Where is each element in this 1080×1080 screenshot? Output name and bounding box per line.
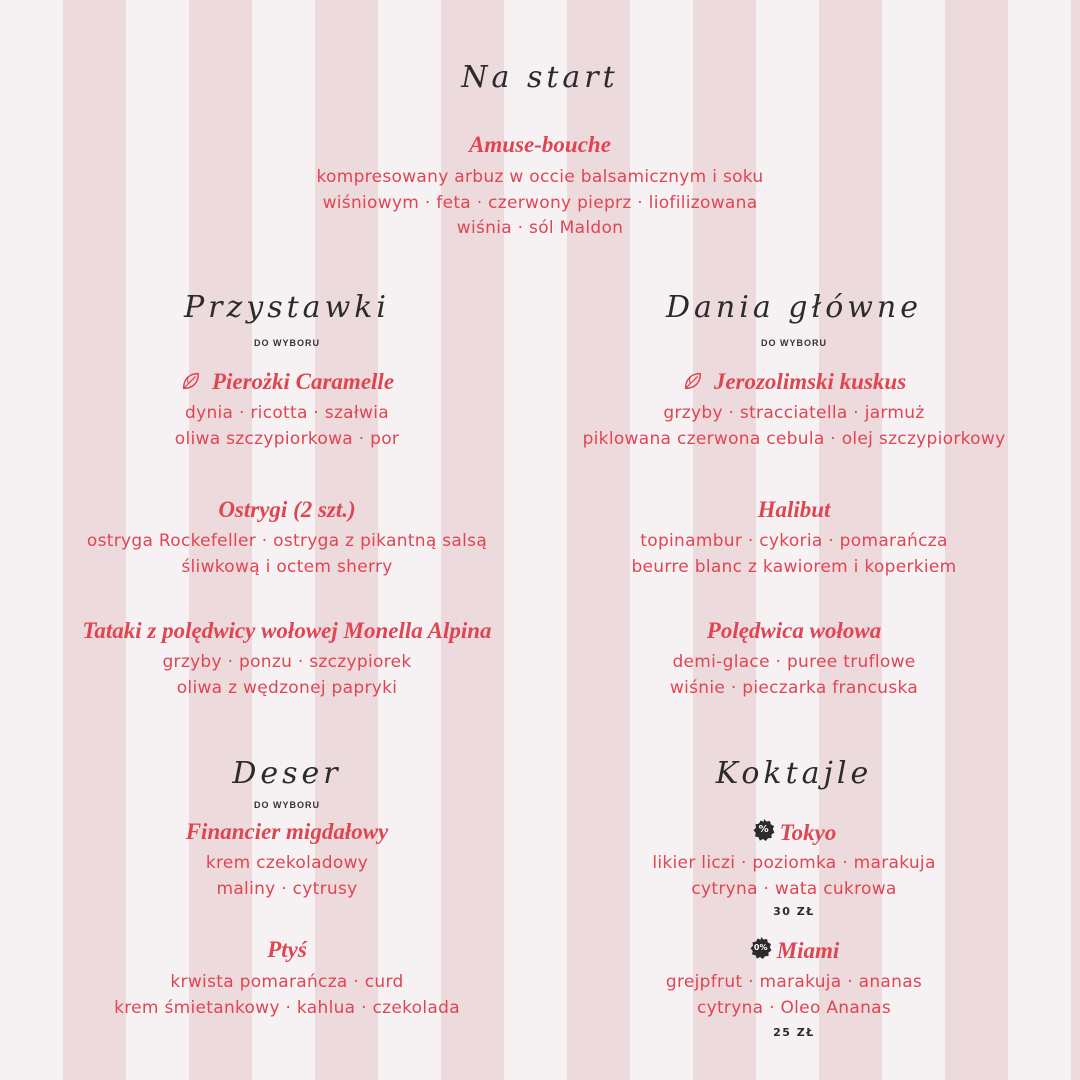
- drink-name-text: Miami: [776, 938, 840, 963]
- drink-price-miami: 25 ZŁ: [773, 1026, 815, 1039]
- leaf-icon: [682, 370, 704, 392]
- description-line: krem śmietankowy · kahlua · czekolada: [114, 997, 460, 1018]
- description-line: likier liczi · poziomka · marakuja: [652, 853, 936, 873]
- description-line: cytryna · Oleo Ananas: [696, 997, 892, 1018]
- section-heading-przystawki: Przystawki: [183, 290, 391, 325]
- drink-name-tokyo: [508, 818, 1080, 847]
- dish-description-ostrygi: [0, 529, 574, 580]
- dish-description-ptys: [0, 970, 574, 1021]
- section-note-deser: DO WYBORU: [254, 800, 320, 810]
- dish-name-amuse-bouche: Amuse-bouche: [469, 132, 611, 157]
- description-line: beurre blanc z kawiorem i koperkiem: [631, 556, 957, 577]
- section-heading-koktajle: Koktajle: [715, 756, 873, 791]
- description-line: grzyby · ponzu · szczypiorek: [162, 652, 412, 672]
- section-note-przystawki: DO WYBORU: [254, 338, 320, 348]
- description-line: maliny · cytrusy: [216, 878, 358, 899]
- dish-description-tataki: [0, 650, 574, 701]
- drink-name-miami: [508, 936, 1080, 965]
- dish-description-amuse-bouche: [0, 165, 1080, 242]
- dish-name-halibut: Halibut: [757, 497, 831, 522]
- badge-label: %: [758, 824, 769, 835]
- description-line: wiśnie · pieczarka francuska: [669, 677, 919, 698]
- description-line: krwista pomarańcza · curd: [170, 972, 404, 992]
- dish-description-poledwica: [508, 650, 1080, 701]
- dish-description-financier: [0, 851, 574, 902]
- dish-description-kuskus: [508, 401, 1080, 452]
- description-line: ostryga Rockefeller · ostryga z pikantną salsą: [86, 531, 488, 551]
- dish-name-text: Pierożki Caramelle: [211, 369, 395, 394]
- description-line: dynia · ricotta · szałwia: [185, 403, 389, 423]
- description-line: grzyby · stracciatella · jarmuż: [663, 403, 925, 423]
- description-line: wiśnia · sól Maldon: [456, 218, 624, 238]
- description-line: oliwa z wędzonej papryki: [176, 677, 398, 698]
- dish-name-tataki: Tataki z polędwicy wołowej Monella Alpina: [82, 618, 492, 643]
- description-line: krem czekoladowy: [205, 853, 369, 873]
- leaf-icon: [180, 370, 202, 392]
- description-line: demi-glace · puree truflowe: [672, 652, 916, 672]
- description-line: śliwkową i octem sherry: [181, 556, 393, 577]
- dish-description-pierozki: [0, 401, 574, 452]
- alcohol-free-badge-icon: [749, 936, 773, 960]
- dish-name-text: Jerozolimski kuskus: [713, 369, 907, 394]
- drink-name-text: Tokyo: [779, 820, 837, 845]
- badge-label: 0%: [753, 943, 768, 952]
- section-note-dania-glowne: DO WYBORU: [761, 338, 827, 348]
- dish-name-kuskus: [508, 368, 1080, 396]
- section-heading-deser: Deser: [232, 756, 342, 791]
- section-heading-dania-glowne: Dania główne: [665, 290, 923, 325]
- dish-name-pierozki: [0, 368, 574, 396]
- section-heading-na-start: Na start: [461, 60, 619, 95]
- dish-description-halibut: [508, 529, 1080, 580]
- description-line: cytryna · wata cukrowa: [691, 878, 897, 899]
- drink-description-tokyo: [508, 851, 1080, 902]
- dish-name-ostrygi: Ostrygi (2 szt.): [218, 497, 356, 522]
- dish-name-ptys: Ptyś: [267, 937, 307, 962]
- description-line: piklowana czerwona cebula · olej szczypiorkowy: [582, 428, 1006, 449]
- description-line: wiśniowym · feta · czerwony pieprz · liofilizowana: [322, 192, 758, 213]
- drink-description-miami: [508, 970, 1080, 1021]
- dish-name-financier: Financier migdałowy: [185, 819, 389, 844]
- alcohol-badge-icon: [752, 818, 776, 842]
- description-line: grejpfrut · marakuja · ananas: [665, 972, 923, 992]
- description-line: topinambur · cykoria · pomarańcza: [640, 531, 948, 551]
- dish-name-poledwica: Polędwica wołowa: [706, 618, 882, 643]
- drink-price-tokyo: 30 ZŁ: [773, 905, 815, 918]
- description-line: kompresowany arbuz w occie balsamicznym i soku: [316, 167, 764, 187]
- description-line: oliwa szczypiorkowa · por: [174, 428, 400, 449]
